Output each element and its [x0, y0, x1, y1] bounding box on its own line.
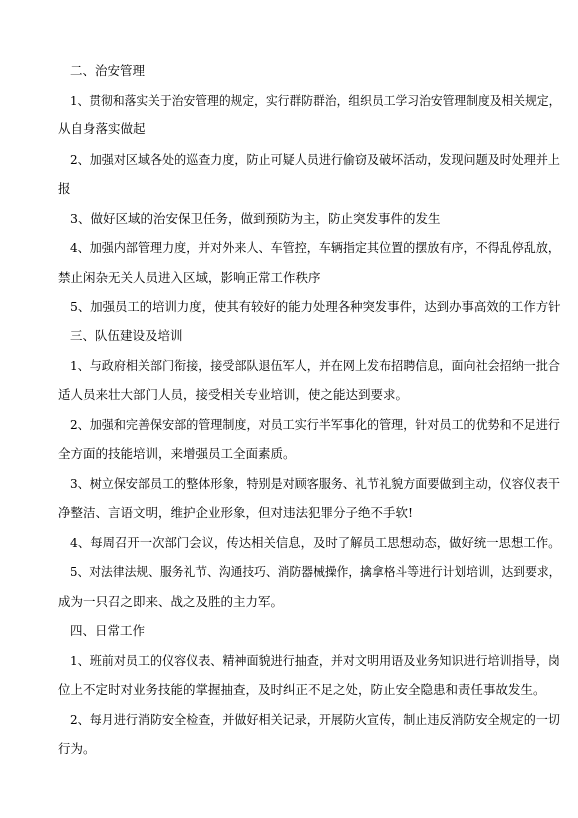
paragraph-line: 行为。	[58, 741, 96, 756]
paragraph-line: 1、班前对员工的仪容仪表、精神面貌进行抽查，并对文明用语及业务知识进行培训指导，岗	[70, 653, 560, 668]
paragraph-line: 2、加强对区域各处的巡查力度，防止可疑人员进行偷窃及破坏活动，发现问题及时处理并上	[70, 152, 560, 167]
paragraph-line: 3、树立保安部员工的整体形象，特别是对顾客服务、礼节礼貌方面要做到主动，仪容仪表干	[70, 476, 560, 491]
paragraph-line: 2、每月进行消防安全检查，并做好相关记录，开展防火宣传，制止违反消防安全规定的一切	[70, 712, 560, 727]
section-heading: 三、队伍建设及培训	[70, 328, 183, 343]
paragraph-line: 成为一只召之即来、战之及胜的主力军。	[58, 594, 284, 609]
paragraph-line: 全方面的技能培训，来增强员工全面素质。	[58, 446, 296, 461]
paragraph-line: 1、贯彻和落实关于治安管理的规定，实行群防群治，组织员工学习治安管理制度及相关规定，	[70, 93, 561, 108]
paragraph-line: 2、加强和完善保安部的管理制度，对员工实行半军事化的管理，针对员工的优势和不足进行	[70, 417, 560, 432]
paragraph-line: 适人员来壮大部门人员，接受相关专业培训，使之能达到要求。	[58, 387, 409, 402]
paragraph-line: 位上不定时对业务技能的掌握抽查，及时纠正不足之处，防止安全隐患和责任事故发生。	[58, 682, 546, 697]
paragraph-line: 禁止闲杂无关人员进入区域，影响正常工作秩序	[58, 270, 321, 285]
paragraph-line: 5、加强员工的培训力度，使其有较好的能力处理各种突发事件，达到办事高效的工作方针	[70, 299, 561, 314]
paragraph-line: 1、与政府相关部门衔接，接受部队退伍军人，并在网上发布招聘信息，面向社会招纳一批合	[70, 358, 560, 373]
section-heading: 四、日常工作	[70, 623, 146, 638]
section-heading: 二、治安管理	[70, 63, 146, 78]
paragraph-line: 4、加强内部管理力度，并对外来人、车管控，车辆指定其位置的摆放有序，不得乱停乱放，	[70, 240, 560, 255]
paragraph-line: 净整洁、言语文明，维护企业形象，但对违法犯罪分子绝不手软!	[58, 505, 414, 520]
paragraph-line: 5、对法律法规、服务礼节、沟通技巧、消防器械操作，擒拿格斗等进行计划培训，达到要求，	[70, 564, 561, 579]
paragraph-line: 从自身落实做起	[58, 121, 146, 136]
paragraph-line: 报	[58, 181, 71, 196]
paragraph-line: 4、每周召开一次部门会议，传达相关信息，及时了解员工思想动态，做好统一思想工作。	[70, 535, 561, 550]
paragraph-line: 3、做好区域的治安保卫任务，做到预防为主，防止突发事件的发生	[70, 211, 441, 226]
